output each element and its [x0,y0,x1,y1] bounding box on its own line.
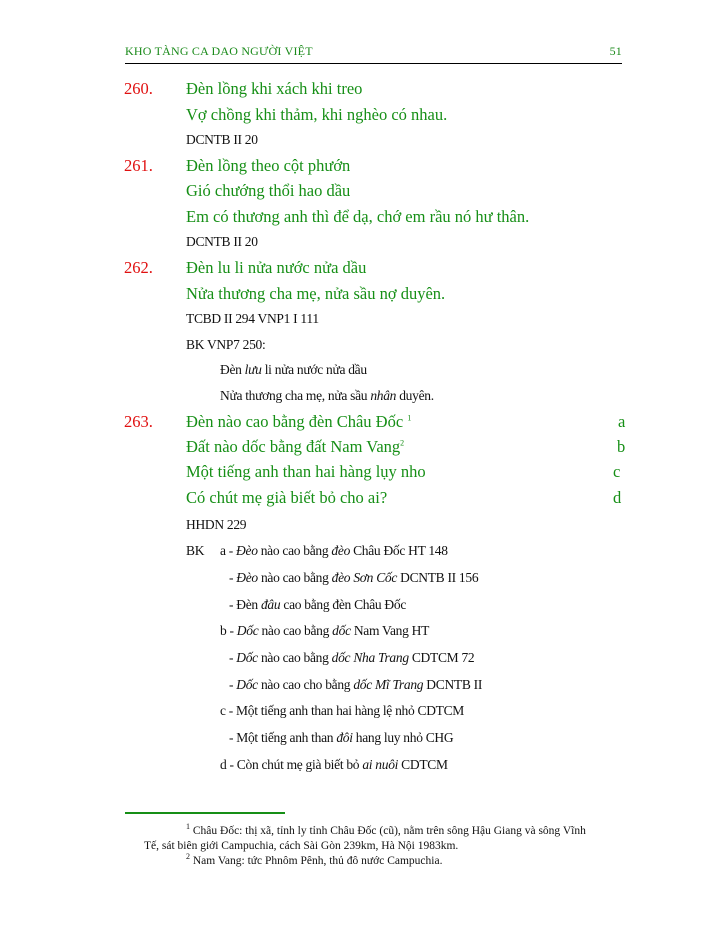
entry-number-263: 263. [124,412,153,431]
footnote-2: $^2$ Nam Vang: tức Phnôm Pênh, thủ đô nước Campuchia. [186,852,443,867]
source-ref: HHDN 229 [186,517,247,532]
verse-line: Nửa thương cha mẹ, nửa sầu nợ duyên. [186,284,446,303]
verse-line: Đèn lồng khi xách khi treo [186,79,363,98]
footnote-mark: 1 [407,413,412,423]
verse-line: Một tiếng anh than hai hàng lụy nho [186,462,426,481]
verse-line: Đất nào dốc bằng đất Nam Vang$^2$ [186,437,405,456]
line-letter: b [617,437,626,456]
verse-line: Đèn lu li nửa nước nửa dầu [186,258,367,277]
variant-line: a - Đèo nào cao bằng đèo Châu Đốc HT 148 [220,543,448,558]
verse-line: Đèn nào cao bằng đèn Châu Đốc $^1$ [186,412,412,431]
source-ref: TCBD II 294 VNP1 I 111 [186,311,319,326]
bk-label: BK [186,543,205,558]
source-ref: DCNTB II 20 [186,132,258,147]
variant-line: - Dốc nào cao bằng dốc Nha Trang CDTCM 72 [229,650,475,665]
footnote-1: $^1$ Châu Đốc: thị xã, tỉnh ly tỉnh Châu Đốc (cũ), nằm trên sông Hậu Giang và sông Vĩnh [186,822,586,837]
verse-line: Đèn lồng theo cột phướn [186,156,351,175]
variant-line: - Đèn đâu cao bằng đèn Châu Đốc [229,597,407,612]
variant-line: - Dốc nào cao cho bằng dốc Mĩ Trang DCNTB II [229,677,483,692]
line-letter: a [618,412,626,431]
line-letter: d [613,488,622,507]
source-ref: BK VNP7 250: [186,337,266,352]
footnote-rule [125,812,285,814]
header-title: KHO TÀNG CA DAO NGƯỜI VIỆT [125,44,313,58]
footnote-mark: 2 [400,438,405,448]
header-rule [125,63,622,64]
verse-line: Gió chướng thổi hao dầu [186,181,351,200]
variant-line: Đèn lưu li nửa nước nửa dầu [220,362,367,377]
variant-line: b - Dốc nào cao bằng dốc Nam Vang HT [220,623,430,638]
variant-line: Nửa thương cha mẹ, nửa sầu nhân duyên. [220,388,434,403]
entry-number-262: 262. [124,258,153,277]
entry-number-260: 260. [124,79,153,98]
line-letter: c [613,462,621,481]
verse-line: Vợ chồng khi thảm, khi nghèo có nhau. [186,105,448,124]
variant-line: d - Còn chút mẹ già biết bỏ ai nuôi CDTCM [220,757,448,772]
verse-line: Có chút mẹ già biết bỏ cho ai? [186,488,388,507]
variant-line: c - Một tiếng anh than hai hàng lệ nhỏ CDTCM [220,703,465,718]
variant-line: - Đèo nào cao bằng đèo Sơn Cốc DCNTB II 156 [229,570,479,585]
page-number: 51 [609,44,622,58]
source-ref: DCNTB II 20 [186,234,258,249]
verse-line: Em có thương anh thì để dạ, chớ em rầu nó hư thân. [186,207,530,226]
entry-number-261: 261. [124,156,153,175]
variant-line: - Một tiếng anh than đôi hang luy nhỏ CHG [229,730,454,745]
footnote-1-cont: Tế, sát biên giới Campuchia, cách Sài Gòn 239km, Hà Nội 1983km. [144,840,459,852]
